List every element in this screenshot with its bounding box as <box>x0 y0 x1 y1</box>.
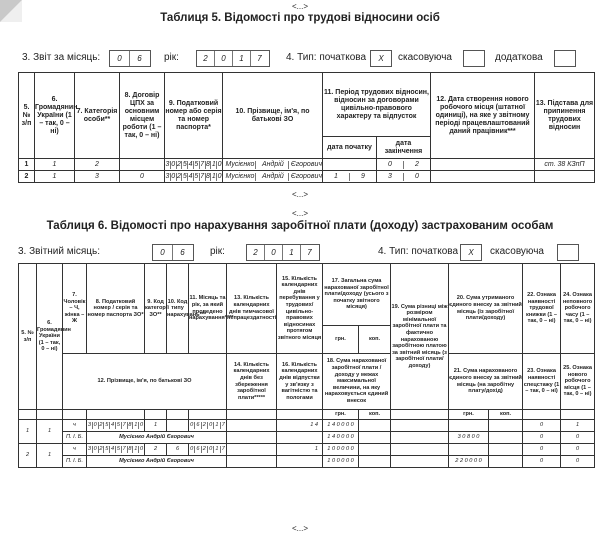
period-cell <box>189 444 227 456</box>
t6-grn-label: грн. <box>449 410 489 420</box>
t6-type-initial-box <box>460 244 482 261</box>
t5-col8-header: 8. Договір ЦПХ за основним місцем роботи (1 – так, 0 – ні) <box>120 73 165 159</box>
t6-col24-header: 24. Ознака неповного робочого часу (1 – так, 0 – ні) <box>561 264 595 354</box>
digit: 3 <box>165 172 170 180</box>
t6-cancel-box <box>557 244 579 261</box>
t6-col15-header: 15. Кількість календарних днів перебування у трудових/цивільно-правових відносинах протягом звітного місяця <box>277 264 323 354</box>
tax-number-cell <box>165 159 223 171</box>
t5-cancel-box <box>463 50 485 67</box>
t6-type-label: 4. Тип: початкова <box>378 246 459 257</box>
digit: 4 <box>111 446 115 453</box>
withheld-grn <box>449 420 489 432</box>
accrual-type-cell <box>167 420 189 432</box>
digit: 5 <box>116 446 120 453</box>
period-cell <box>189 420 227 432</box>
pib-label: П. І. Б. <box>63 432 87 444</box>
digit: 5 <box>105 422 109 429</box>
digit: 2 <box>197 51 215 66</box>
capped-salary-kop <box>359 432 391 444</box>
total-salary-kop <box>359 420 391 432</box>
ellipsis-middle: <...> <box>291 190 308 199</box>
contribution-grn: 3 0 8 0 0 <box>449 432 489 444</box>
t6-kop-label: коп. <box>359 410 391 420</box>
t6-col17-header: 17. Загальна сума нарахованої заробітної плати/доходу (усього з початку звітного місяця) <box>323 264 391 326</box>
days-employed-cell: 1 4 <box>277 420 323 432</box>
row-number: 1 <box>19 159 35 171</box>
gender-cell: ч <box>63 444 87 456</box>
t5-type-label: 4. Тип: початкова <box>286 52 367 63</box>
digit: 3 <box>377 173 404 181</box>
t6-cancel-label: скасовуюча <box>490 246 544 257</box>
digit: 6 <box>137 54 142 63</box>
digit: 1 <box>211 172 216 180</box>
t5-col11b-header: дата закінчення <box>377 137 431 159</box>
digit: 7 <box>122 446 126 453</box>
days-employed-cell: 1 <box>277 444 323 456</box>
t5-col9-header: 9. Податковий номер або серія та номер паспорта* <box>165 73 223 159</box>
digit: 2 <box>99 422 103 429</box>
new-workplace-cell <box>431 159 535 171</box>
full-name-cell: Мусієнко Андрій Єгорович <box>87 456 227 468</box>
digit: 2 <box>177 160 181 168</box>
digit: 0 <box>415 172 419 180</box>
contribution-kop <box>489 432 523 444</box>
digit: 5 <box>194 160 199 168</box>
t6-col8-header: 8. Податковий номер / серія та номер паспорта ЗО* <box>87 264 145 354</box>
full-name-cell <box>223 171 323 183</box>
total-salary-grn: 1 0 0 0 0 0 <box>323 444 359 456</box>
row-number: 1 <box>19 420 37 444</box>
min-wage-diff-cell <box>391 420 449 432</box>
t6-col11-header: 11. Місяць та рік, за який проведено нарахування**** <box>189 264 227 354</box>
digit: 1 <box>323 173 350 181</box>
digit: 0 <box>377 161 404 169</box>
t5-col12-header: 12. Дата створення нового робочого місця (штатної одиниці), на яке у звітному періоді працевлаштований даний працівник*** <box>431 73 535 159</box>
patronymic: Єгорович <box>290 160 322 168</box>
start-date-cell <box>323 171 377 183</box>
digit: 7 <box>221 422 225 429</box>
gender-cell: ч <box>63 420 87 432</box>
digit: 2 <box>99 446 103 453</box>
capped-salary-kop <box>359 456 391 468</box>
min-wage-diff-cell <box>391 456 449 468</box>
t6-col7-header: 7. Чоловік – Ч, жінка – Ж <box>63 264 87 354</box>
table6 <box>18 263 595 468</box>
withheld-grn <box>449 444 489 456</box>
digit: 9 <box>361 172 365 180</box>
capped-salary-grn: 1 0 0 0 0 0 <box>323 456 359 468</box>
t5-col11-header: 11. Період трудових відносин, відносин за договорами цивільно-правового характеру та відпусток <box>323 73 431 137</box>
t5-additional-label: додаткова <box>495 52 543 63</box>
start-date-cell <box>323 159 377 171</box>
digit: 2 <box>202 422 208 429</box>
accrual-type-cell: 6 <box>167 444 189 456</box>
digit: 1 <box>283 245 301 260</box>
t6-col20-header: 20. Сума утриманого єдиного внеску за звітний місяць (із заробітної плати/доходу) <box>449 264 523 354</box>
digit: 0 <box>215 51 233 66</box>
row-number: 2 <box>19 444 37 468</box>
t5-year-field <box>196 50 270 67</box>
t6-col19-header: 19. Сума різниці між розміром мінімальної заробітної плати та фактично нарахованою заробітною платою за звітний місяць (з заробітної плати/доходу) <box>391 264 449 410</box>
t6-kop-label: коп. <box>489 410 523 420</box>
t6-col6-header: 6. Громадянин України (1 – так, 0 – ні) <box>37 264 63 410</box>
unpaid-days-cell <box>227 432 277 444</box>
maternity-days-cell <box>277 456 323 468</box>
ellipsis-top: <...> <box>291 2 308 11</box>
table-row <box>19 432 595 444</box>
total-salary-grn: 1 4 0 0 0 0 <box>323 420 359 432</box>
special-experience-cell: 0 <box>523 456 561 468</box>
t5-col6-header: 6. Громадянин України (1 – так, 0 – ні) <box>35 73 75 159</box>
category-cell: 2 <box>75 159 120 171</box>
full-name-cell: Мусієнко Андрій Єгорович <box>87 432 227 444</box>
digit: 7 <box>200 172 205 180</box>
table-row <box>19 444 595 456</box>
sick-days-cell <box>227 444 277 456</box>
digit: 7 <box>221 446 225 453</box>
capped-salary-grn: 1 4 0 0 0 0 <box>323 432 359 444</box>
min-wage-diff-cell <box>391 432 449 444</box>
digit: 8 <box>128 422 132 429</box>
t5-additional-box <box>554 50 576 67</box>
pib-label: П. І. Б. <box>63 456 87 468</box>
digit: 8 <box>206 172 210 180</box>
end-date-cell <box>377 159 431 171</box>
t6-col21-header: 21. Сума нарахованого єдиного внеску за звітний місяць (на заробітну плату/дохід) <box>449 354 523 410</box>
digit: 5 <box>116 422 120 429</box>
digit: 5 <box>182 160 187 168</box>
digit: 3 <box>87 422 91 429</box>
gph-cell <box>120 159 165 171</box>
t6-col22-header: 22. Ознака наявності трудової книжки (1 – так, 0 – ні) <box>523 264 561 354</box>
t6-year-label: рік: <box>210 246 225 257</box>
contribution-kop <box>489 456 523 468</box>
citizen-cell: 1 <box>37 420 63 444</box>
digit: 4 <box>111 422 115 429</box>
t5-col13-header: 13. Підстава для припинення трудових відносин <box>535 73 595 159</box>
citizen-cell: 1 <box>35 171 75 183</box>
digit: 6 <box>180 248 185 257</box>
digit: 0 <box>93 422 97 429</box>
digit: 0 <box>110 51 130 66</box>
digit: 7 <box>307 248 312 257</box>
digit: 3 <box>87 446 91 453</box>
t6-month-field <box>152 244 194 261</box>
digit: 0 <box>189 446 195 453</box>
digit: 0 <box>153 245 173 260</box>
digit: 2 <box>177 172 181 180</box>
maternity-days-cell <box>277 432 323 444</box>
t6-grn-label: грн. <box>323 410 359 420</box>
table-row <box>19 171 595 183</box>
new-workplace-cell <box>431 171 535 183</box>
special-experience-cell: 0 <box>523 432 561 444</box>
digit: 4 <box>188 160 193 168</box>
part-time-cell: 1 <box>561 420 595 432</box>
row-number: 2 <box>19 171 35 183</box>
digit: 6 <box>195 446 201 453</box>
contribution-grn: 2 2 0 0 0 0 <box>449 456 489 468</box>
digit: 0 <box>140 422 144 429</box>
digit: 0 <box>171 172 176 180</box>
t6-col14-header: 14. Кількість календарних днів без збереження заробітної плати***** <box>227 354 277 410</box>
total-salary-kop <box>359 444 391 456</box>
digit: 5 <box>194 172 199 180</box>
mark: X <box>468 248 474 257</box>
tax-number-cell <box>165 171 223 183</box>
digit: 0 <box>93 446 97 453</box>
mark: X <box>378 54 384 63</box>
category-code-cell: 1 <box>145 420 167 432</box>
table-row <box>19 420 595 432</box>
withheld-kop <box>489 420 523 432</box>
t6-col25-header: 25. Ознака нового робочого місця (1 – так, 0 – ні) <box>561 354 595 410</box>
workbook-cell: 0 <box>523 444 561 456</box>
category-cell: 3 <box>75 171 120 183</box>
t5-col5-header: 5. № з/п <box>19 73 35 159</box>
t6-year-field <box>246 244 320 261</box>
workbook-cell: 0 <box>523 420 561 432</box>
t6-kop-header: коп. <box>359 326 391 354</box>
digit: 8 <box>128 446 132 453</box>
first-name: Андрій <box>256 173 289 181</box>
surname: Мусієнко <box>223 161 256 169</box>
t6-col13-header: 13. Кількість календарних днів тимчасової непрацездатності <box>227 264 277 354</box>
table-row <box>19 456 595 468</box>
t5-month-field <box>109 50 151 67</box>
surname: Мусієнко <box>223 173 256 181</box>
digit: 4 <box>188 172 193 180</box>
table5 <box>18 72 595 183</box>
digit: 0 <box>208 422 214 429</box>
category-code-cell: 2 <box>145 444 167 456</box>
min-wage-diff-cell <box>391 444 449 456</box>
digit: 1 <box>214 422 220 429</box>
t6-col16-header: 16. Кількість календарних днів відпустки у зв'язку з вагітністю та пологами <box>277 354 323 410</box>
t6-month-label: 3. Звітний місяць: <box>18 246 100 257</box>
ellipsis-bottom: <...> <box>291 524 308 533</box>
t5-month-label: 3. Звіт за місяць: <box>22 52 101 63</box>
unpaid-days-cell <box>227 456 277 468</box>
digit: 0 <box>171 160 176 168</box>
ellipsis-table6-top: <...> <box>291 209 308 218</box>
table6-title: Таблиця 6. Відомості про нарахування заробітної плати (доходу) застрахованим особам <box>46 220 554 232</box>
t6-col12-header: 12. Прізвище, ім'я, по батькові ЗО <box>63 354 227 410</box>
withheld-kop <box>489 444 523 456</box>
digit: 7 <box>200 160 205 168</box>
new-workplace-cell: 0 <box>561 432 595 444</box>
digit: 1 <box>134 446 138 453</box>
digit: 3 <box>165 160 170 168</box>
table5-title: Таблиця 5. Відомості про трудові відносини осіб <box>160 12 440 24</box>
gph-cell: 0 <box>120 171 165 183</box>
t6-grn-header: грн. <box>323 326 359 354</box>
digit: 0 <box>217 160 222 168</box>
t6-col5-header: 5. № з/п <box>19 264 37 410</box>
citizen-cell: 1 <box>37 444 63 468</box>
t6-col23-header: 23. Ознака наявності спецстажу (1 – так, 0 – ні) <box>523 354 561 410</box>
part-time-cell: 0 <box>561 444 595 456</box>
digit: 2 <box>415 160 419 168</box>
tax-number-cell <box>87 420 145 432</box>
digit: 8 <box>206 160 210 168</box>
digit: 2 <box>247 245 265 260</box>
digit: 5 <box>182 172 187 180</box>
citizen-cell: 1 <box>35 159 75 171</box>
digit: 1 <box>211 160 216 168</box>
sick-days-cell <box>227 420 277 432</box>
digit: 1 <box>233 51 251 66</box>
digit: 0 <box>217 172 222 180</box>
digit: 0 <box>265 245 283 260</box>
first-name: Андрій <box>256 161 289 169</box>
t6-col10-header: 10. Код типу нарахувань*** <box>167 264 189 354</box>
digit: 1 <box>134 422 138 429</box>
digit: 0 <box>189 422 195 429</box>
digit: 2 <box>202 446 208 453</box>
end-date-cell <box>377 171 431 183</box>
full-name-cell <box>223 159 323 171</box>
digit: 6 <box>195 422 201 429</box>
tax-number-cell <box>87 444 145 456</box>
new-workplace-cell: 0 <box>561 456 595 468</box>
t5-type-initial-box <box>370 50 392 67</box>
digit: 0 <box>140 446 144 453</box>
digit: 5 <box>105 446 109 453</box>
digit: 7 <box>122 422 126 429</box>
t5-col7-header: 7. Категорія особи** <box>75 73 120 159</box>
t5-col10-header: 10. Прізвище, ім'я, по батькові ЗО <box>223 73 323 159</box>
table-row <box>19 159 595 171</box>
t5-col11a-header: дата початку <box>323 137 377 159</box>
termination-cell: ст. 38 КЗпП <box>535 159 595 171</box>
digit: 7 <box>257 54 262 63</box>
t6-col9-header: 9. Код категорії ЗО** <box>145 264 167 354</box>
t6-col18-header: 18. Сума нарахованої заробітної плати / доходу у межах максимальної величини, на яку нараховується єдиний внесок <box>323 354 391 410</box>
digit: 0 <box>208 446 214 453</box>
termination-cell <box>535 171 595 183</box>
t5-cancel-label: скасовуюча <box>398 52 452 63</box>
t5-year-label: рік: <box>164 52 179 63</box>
digit: 1 <box>214 446 220 453</box>
patronymic: Єгорович <box>290 172 322 180</box>
